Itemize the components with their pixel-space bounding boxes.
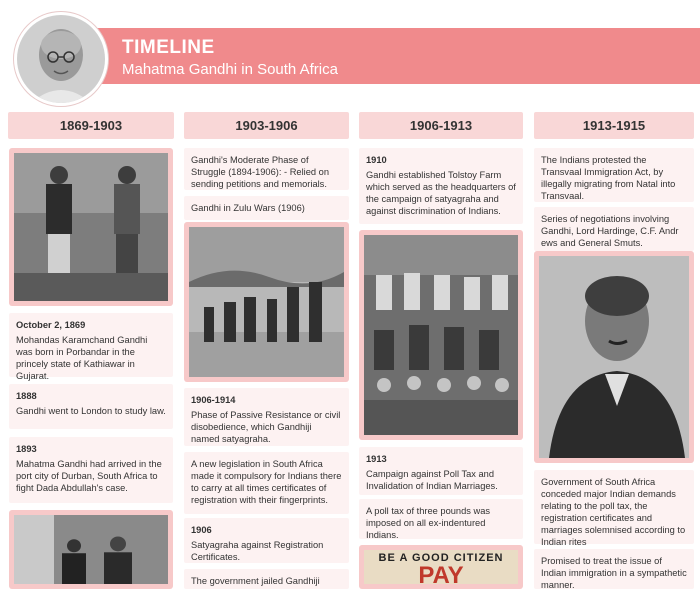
event-text: Promised to treat the issue of Indian immigration in a sympathetic manner. [541, 556, 687, 590]
event-card [534, 549, 694, 589]
event-text: Gandhi established Tolstoy Farm which served as the headquarters of the campaign of satyagraha and against discrimination of Indians. [366, 170, 516, 216]
header-banner [90, 28, 700, 84]
event-text: The Indians protested the Transvaal Immigration Act, by illegally migrating from Natal into Transvaal. [541, 155, 676, 201]
event-year: 1893 [16, 444, 37, 454]
event-text: Gandhi went to London to study law. [16, 406, 166, 416]
event-text: Phase of Passive Resistance or civil disobedience, which Gandhiji named satyagraha. [191, 410, 341, 444]
event-text: Government of South Africa conceded major Indian demands relating to the poll tax, the registration certificates and marriages solemnised according to Indian rites [541, 477, 686, 547]
event-card [359, 499, 523, 539]
event-card [184, 148, 349, 190]
event-card [184, 388, 349, 446]
tolstoy-farm-photo [359, 230, 523, 440]
event-text: Gandhi in Zulu Wars (1906) [191, 203, 305, 213]
period-header-3: 1906-1913 [359, 112, 523, 139]
poster-headline: BE A GOOD CITIZEN [378, 552, 504, 564]
period-header-1: 1869-1903 [8, 112, 174, 139]
event-year: 1906-1914 [191, 395, 236, 405]
event-text: A poll tax of three pounds was imposed on all ex-indentured Indians. [366, 506, 491, 540]
event-card [184, 569, 349, 589]
smuts-portrait-photo [534, 251, 694, 463]
poster-word: PAY [418, 562, 464, 584]
event-year: October 2, 1869 [16, 320, 86, 330]
poll-tax-poster [359, 545, 523, 589]
event-card [9, 313, 173, 381]
event-text: Mahatma Gandhi had arrived in the port city of Durban, South Africa to fight Dada Abdullah's case. [16, 459, 162, 493]
young-gandhi-photo [9, 148, 173, 306]
event-card [359, 148, 523, 224]
event-year: 1906 [191, 525, 212, 535]
event-card [534, 148, 694, 202]
period-header-2: 1903-1906 [184, 112, 349, 139]
gandhi-group-photo [9, 510, 173, 589]
event-text: The government jailed Gandhiji [191, 576, 320, 586]
event-text: Series of negotiations involving Gandhi, Lord Hardinge, C.F. Andr ews and General Smuts. [541, 214, 679, 248]
event-card [184, 452, 349, 514]
page-title: TIMELINE [122, 37, 215, 58]
gandhi-portrait [14, 12, 108, 106]
event-year: 1888 [16, 391, 37, 401]
event-card [184, 518, 349, 563]
event-card [359, 447, 523, 495]
event-text: Satyagraha against Registration Certificates. [191, 540, 324, 562]
event-text: A new legislation in South Africa made it compulsory for Indians there to carry at all times certificates of registration with their fingerprints. [191, 459, 342, 505]
event-text: Gandhi's Moderate Phase of Struggle (1894-1906): - Relied on sending petitions and memorials. [191, 155, 329, 189]
zulu-war-photo [184, 222, 349, 382]
page-subtitle: Mahatma Gandhi in South Africa [122, 61, 338, 78]
event-year: 1913 [366, 454, 387, 464]
event-text: Campaign against Poll Tax and Invalidation of Indian Marriages. [366, 469, 498, 491]
event-text: Mohandas Karamchand Gandhi was born in Porbandar in the princely state of Kathiawar in Gujarat. [16, 335, 148, 381]
period-header-4: 1913-1915 [534, 112, 694, 139]
event-card [534, 207, 694, 251]
event-card [184, 196, 349, 220]
event-year: 1910 [366, 155, 387, 165]
event-card [9, 384, 173, 429]
event-card [534, 470, 694, 547]
event-card [9, 437, 173, 503]
